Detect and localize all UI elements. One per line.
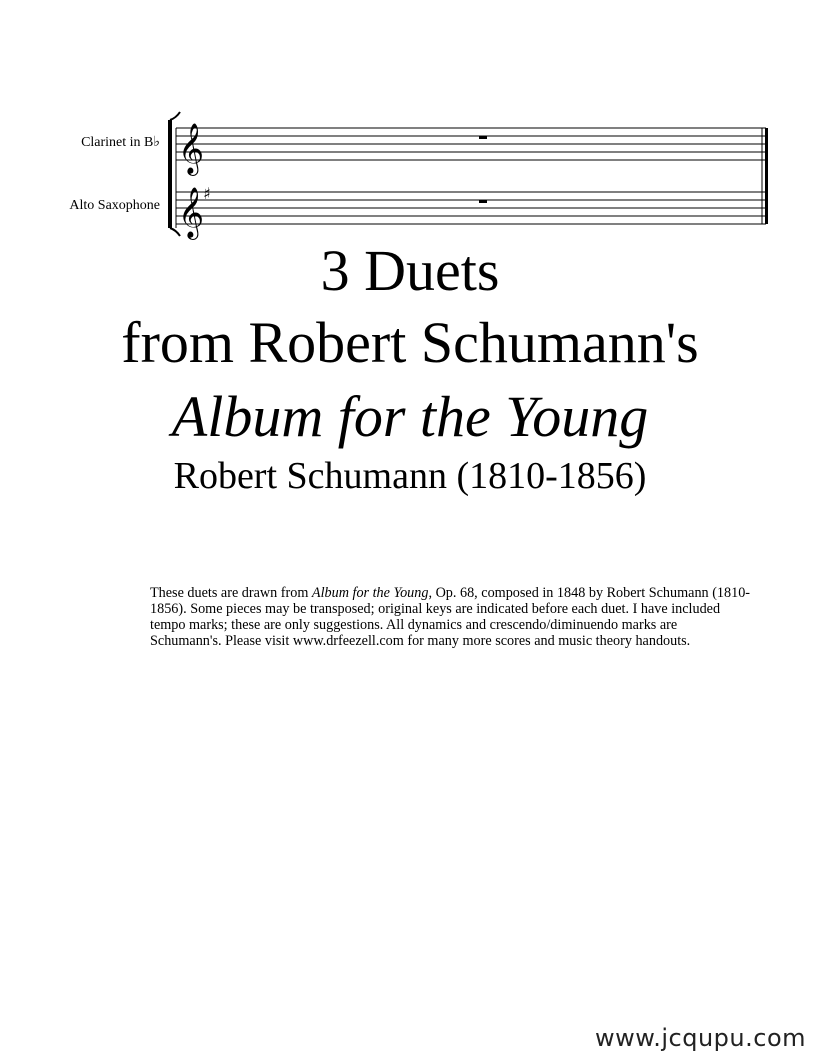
title-line-3: Album for the Young — [171, 384, 649, 449]
title-line-2: from Robert Schumann's — [121, 310, 699, 375]
whole-rest-clarinet — [479, 136, 487, 139]
watermark: www.jcqupu.com — [595, 1024, 806, 1052]
composer-line: Robert Schumann (1810-1856) — [173, 455, 647, 497]
notes-album-title: Album for the Young — [311, 585, 429, 601]
final-barline — [762, 128, 768, 224]
sharp-icon: ♯ — [203, 184, 211, 203]
title-line-1: 3 Duets — [320, 238, 500, 303]
treble-clef-icon: 𝄞 — [178, 187, 205, 238]
treble-clef-icon: 𝄞 — [178, 123, 205, 174]
notes-text-2: , Op. 68, composed in 1848 by Robert Schumann (1810-1856). Some pieces may be transposed; original keys are indicated before each duet. I have included tempo marks; these are only suggestions. All dynamics and crescendo/diminuendo marks are Schumann's. Please visit www.drfeezell.com for many more scores and music theory handouts. — [150, 585, 751, 649]
whole-rest-sax — [479, 200, 487, 203]
instrument-label-alto-sax: Alto Saxophone — [69, 198, 160, 213]
notes-text-1: These duets are drawn from — [150, 585, 312, 601]
staff-clarinet — [176, 128, 766, 160]
instrument-label-clarinet: Clarinet in B♭ — [81, 135, 160, 150]
staff-alto-sax — [176, 192, 766, 224]
intro-paragraph — [150, 585, 750, 649]
